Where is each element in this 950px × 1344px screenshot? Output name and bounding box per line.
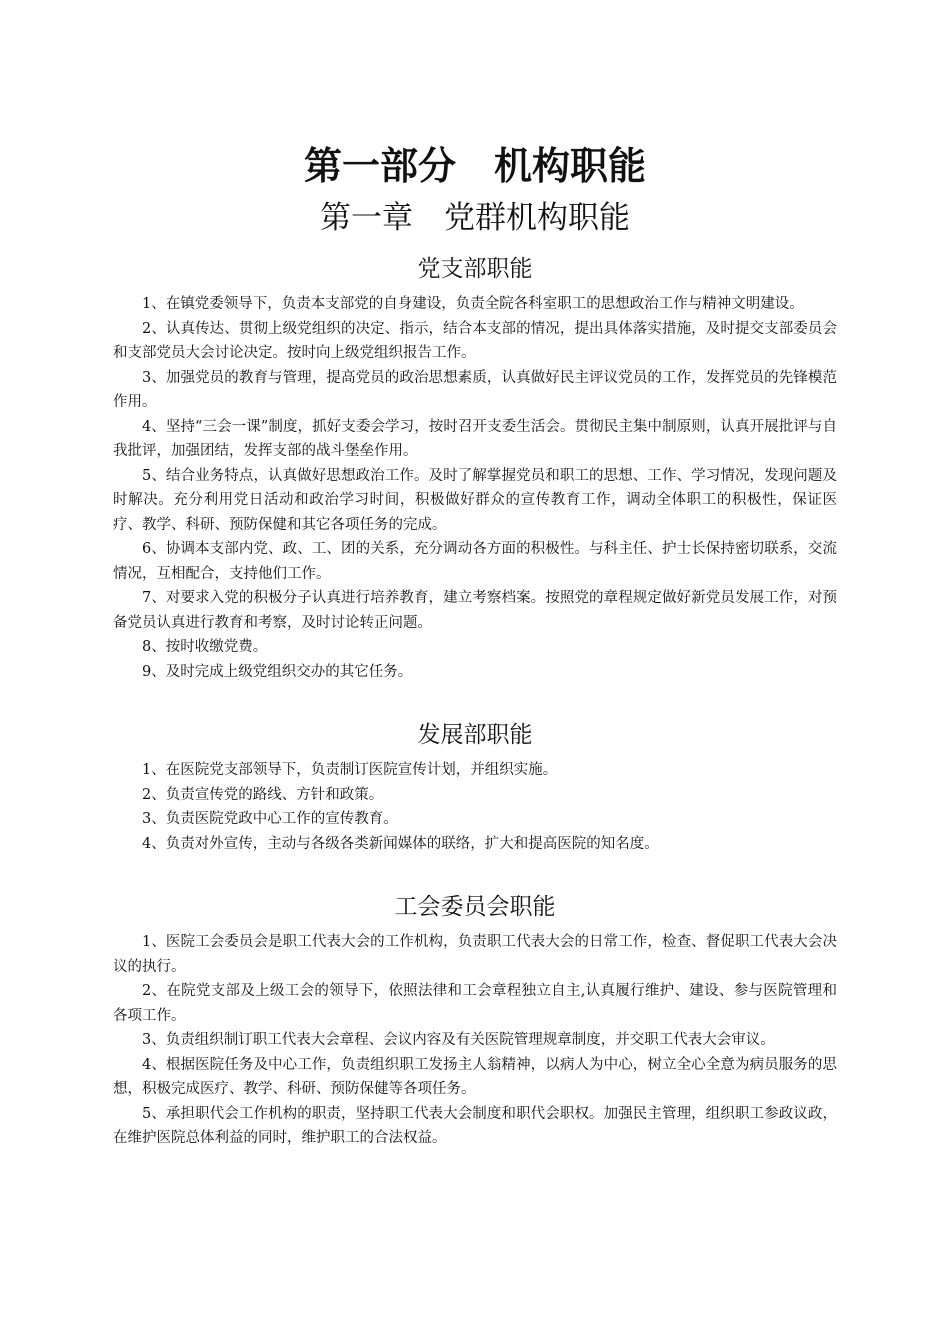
section-item: 6、协调本支部内党、政、工、团的关系，充分调动各方面的积极性。与科主任、护士长保持密切联系，交流情况，互相配合，支持他们工作。 (113, 541, 837, 582)
section-development (113, 718, 837, 856)
section-party-branch (113, 252, 837, 684)
section-item: 5、结合业务特点，认真做好思想政治工作。及时了解掌握党员和职工的思想、工作、学习情况，发现问题及时解决。充分利用党日活动和政治学习时间，积极做好群众的宣传教育工作，调动全体职工的积极性，保证医疗、教学、科研、预防保健和其它各项任务的完成。 (113, 467, 837, 533)
section-title: 发展部职能 (417, 722, 533, 748)
section-item: 1、在医院党支部领导下，负责制订医院宣传计划，并组织实施。 (142, 762, 558, 778)
section-item: 7、对要求入党的积极分子认真进行培养教育，建立考察档案。按照党的章程规定做好新党员发展工作，对预备党员认真进行教育和考察，及时讨论转正问题。 (113, 590, 837, 631)
document-content (113, 138, 837, 1151)
chapter-title: 第一章 党群机构职能 (320, 200, 630, 236)
section-item: 2、负责宣传党的路线、方针和政策。 (142, 786, 384, 803)
section-item: 3、加强党员的教育与管理，提高党员的政治思想素质，认真做好民主评议党员的工作，发挥党员的先锋模范作用。 (113, 369, 837, 410)
section-title: 工会委员会职能 (394, 894, 556, 920)
section-item: 3、负责医院党政中心工作的宣传教育。 (142, 811, 398, 827)
part-title: 第一部分 机构职能 (303, 144, 646, 188)
section-item: 5、承担职代会工作机构的职责，坚持职工代表大会制度和职代会职权。加强民主管理，组织职工参政议政，在维护医院总体利益的同时，维护职工的合法权益。 (113, 1105, 837, 1146)
section-title: 党支部职能 (417, 256, 533, 282)
section-item: 4、根据医院任务及中心工作，负责组织职工发扬主人翁精神，以病人为中心，树立全心全意为病员服务的思想，积极完成医疗、教学、科研、预防保健等各项任务。 (113, 1056, 837, 1097)
section-item: 3、负责组织制订职工代表大会章程、会议内容及有关医院管理规章制度，并交职工代表大会审议。 (142, 1032, 775, 1048)
section-item: 9、及时完成上级党组织交办的其它任务。 (142, 663, 413, 680)
section-item: 4、坚持“三会一课”制度，抓好支委会学习，按时召开支委生活会。贯彻民主集中制原则，认真开展批评与自我批评，加强团结，发挥支部的战斗堡垒作用。 (113, 418, 837, 459)
section-item: 1、医院工会委员会是职工代表大会的工作机构，负责职工代表大会的日常工作，检查、督促职工代表大会决议的执行。 (113, 934, 837, 975)
section-item: 2、在院党支部及上级工会的领导下，依照法律和工会章程独立自主,认真履行维护、建设、参与医院管理和各项工作。 (113, 983, 837, 1024)
section-item: 1、在镇党委领导下，负责本支部党的自身建设，负责全院各科室职工的思想政治工作与精神文明建设。 (142, 296, 804, 312)
section-item: 2、认真传达、贯彻上级党组织的决定、指示，结合本支部的情况，提出具体落实措施，及时提交支部委员会和支部党员大会讨论决定。按时向上级党组织报告工作。 (113, 320, 837, 361)
section-item: 8、按时收缴党费。 (142, 639, 268, 655)
section-item: 4、负责对外宣传，主动与各级各类新闻媒体的联络，扩大和提高医院的知名度。 (142, 835, 659, 852)
section-trade-union (113, 890, 837, 1151)
